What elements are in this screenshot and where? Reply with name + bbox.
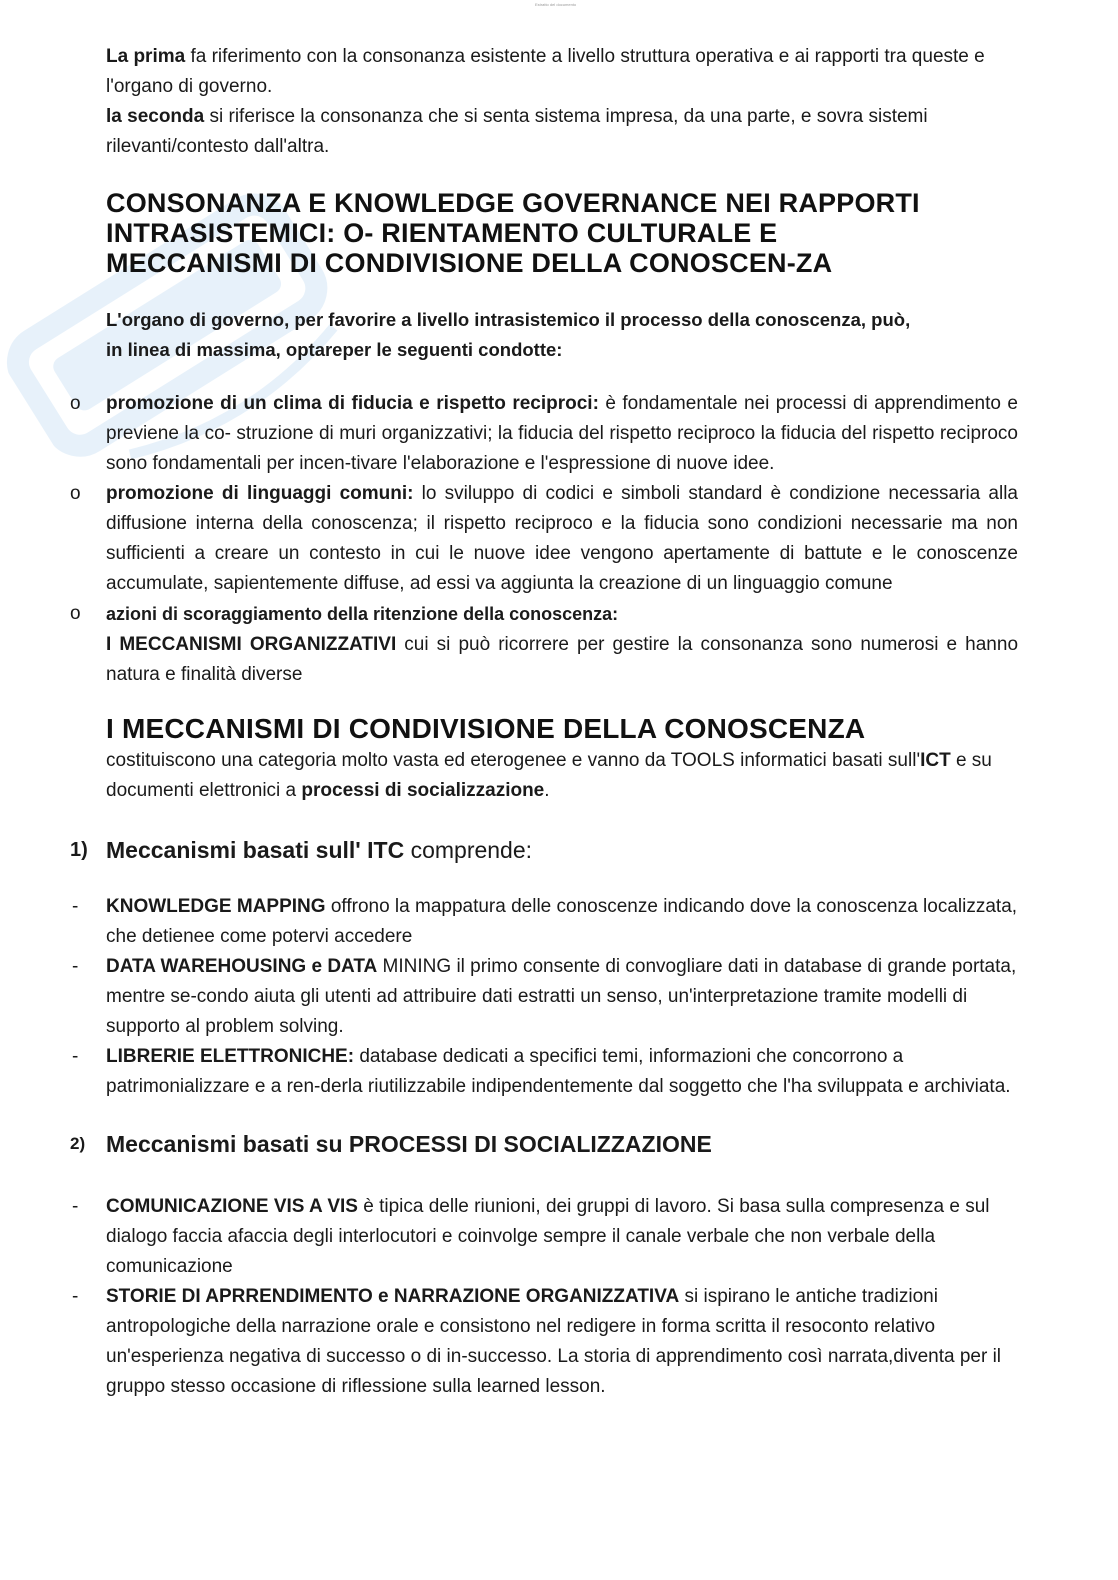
bullet-marker: o (70, 603, 81, 624)
ict-mechanisms-list (72, 892, 1018, 1102)
conduct-item-title: promozione di un clima di fiducia e rispetto reciproci: (106, 393, 599, 414)
conduct-item (70, 389, 1018, 479)
socialization-mechanism-title: COMUNICAZIONE VIS A VIS (106, 1196, 358, 1217)
dash-marker: - (72, 956, 79, 977)
section1-heading (106, 188, 1018, 278)
section2-description (106, 746, 1018, 806)
document-content (70, 42, 1019, 1402)
section1-heading-line2: INTRASISTEMICI: O- RIENTAMENTO CULTURALE E (106, 218, 778, 248)
ict-mechanism-text: MINING il primo consente di convogliare dati in database di grande portata, mentre se-condo aiuta gli utenti ad attribuire dati estratti un senso, un'interpretazione tramite modelli di supporto al problem solving. (106, 956, 1017, 1037)
intro-p1-bold: La prima (106, 46, 186, 67)
section1-lead (106, 305, 1018, 365)
socialization-mechanism-title: STORIE DI APRRENDIMENTO e NARRAZIONE ORGANIZZATIVA (106, 1286, 680, 1307)
intro-p2-text: si riferisce la consonanza che si senta sistema impresa, da una parte, e sovra sistemi rilevanti/contesto dall'altra. (106, 106, 928, 157)
section1-heading-line3: MECCANISMI DI CONDIVISIONE DELLA CONOSCEN-ZA (106, 248, 833, 278)
conduct-item-text: è fondamentale nei processi di apprendimento e previene la co- struzione di muri organizzativi; la fiducia del rispetto reciproco la fiducia del rispetto reciproco sono fondamentali per incen-tivare l'elaborazione e l'espressione di nuove idee. (106, 393, 1018, 474)
bullet-marker: o (70, 483, 81, 504)
ict-mechanism-title: DATA WAREHOUSING e DATA (106, 956, 378, 977)
dash-marker: - (72, 896, 79, 917)
group2-heading (70, 1128, 1018, 1160)
ict-mechanism-title: LIBRERIE ELETTRONICHE: (106, 1046, 355, 1067)
group1-number: 1) (70, 839, 88, 861)
conduct-item (70, 479, 1019, 599)
socialization-mechanism-text: si ispirano le antiche tradizioni antropologiche della narrazione orale e consistono nel redigere in forma scritta il resoconto relativo un'esperienza negativa di successo o di in-successo. La storia di apprendimento così narrata,diventa per il gruppo stesso occasione di riflessione sulla learned lesson. (106, 1286, 1002, 1397)
section1-lead-line1: L'organo di governo, per favorire a livello intrasistemico il processo della conoscenza, può, (106, 309, 911, 330)
section2-text-c: e su documenti elettronici a (106, 750, 992, 801)
bullet-marker: o (70, 393, 81, 414)
intro-p2-bold: la seconda (106, 106, 205, 127)
section2-text-e: . (544, 780, 550, 801)
section2-socialization: processi di socializzazione (301, 780, 545, 801)
section2-text-a: costituiscono una categoria molto vasta ed eterogenee e vanno da TOOLS informatici basati sull' (106, 750, 921, 771)
group2-title: Meccanismi basati su PROCESSI DI SOCIALIZZAZIONE (106, 1131, 712, 1157)
section2-ict: ICT (920, 750, 951, 771)
ict-mechanism-title: KNOWLEDGE MAPPING (106, 896, 326, 917)
header-mark: Estratto del documento (535, 2, 577, 7)
intro-paragraph-1 (106, 42, 1018, 102)
intro-p1-text: fa riferimento con la consonanza esistente a livello struttura operativa e ai rapporti tra queste e l'organo di governo. (106, 46, 985, 97)
dash-marker: - (72, 1196, 79, 1217)
section1-lead-line2: in linea di massima, optareper le seguenti condotte: (106, 339, 563, 360)
group2-number: 2) (70, 1134, 86, 1153)
dash-marker: - (72, 1046, 79, 1067)
organizational-mechanisms-text: cui si può ricorrere per gestire la consonanza sono numerosi e hanno natura e finalità diverse (106, 634, 1019, 685)
group1-title-rest: comprende: (404, 837, 533, 863)
socialization-mechanisms-list (72, 1192, 1018, 1402)
ict-mechanism-item (72, 952, 1018, 1042)
conduct-item-text: lo sviluppo di codici e simboli standard è condizione necessaria alla diffusione interna della conoscenza; il rispetto reciproco e la fiducia sono condizioni necessarie ma non sufficienti a creare un contesto in cui le nuove idee vengono apertamente di battute e le conoscenze accumulate, sapientemente diffuse, ad essi va aggiunta la creazione di un linguaggio comune (106, 483, 1019, 594)
ict-mechanism-text: offrono la mappatura delle conoscenze indicando dove la conoscenza localizzata, che detienee come potervi accedere (106, 896, 1018, 947)
conduct-item (70, 599, 1019, 690)
section1-heading-line1: CONSONANZA E KNOWLEDGE GOVERNANCE NEI RAPPORTI (106, 188, 920, 218)
ict-mechanism-item (72, 1042, 1018, 1102)
socialization-mechanism-text: è tipica delle riunioni, dei gruppi di lavoro. Si basa sulla compresenza e sul dialogo faccia afaccia degli interlocutori e coinvolge sempre il canale verbale che non verbale della comunicazione (106, 1196, 990, 1277)
conduct-item-title: azioni di scoraggiamento della ritenzione della conoscenza: (106, 604, 619, 624)
conduct-item-title: promozione di linguaggi comuni: (106, 483, 414, 504)
socialization-mechanism-item (72, 1282, 1018, 1402)
group1-heading (70, 834, 1018, 866)
dash-marker: - (72, 1286, 79, 1307)
conduct-list (70, 389, 1019, 690)
ict-mechanism-text: database dedicati a specifici temi, informazioni che concorrono a patrimonializzare e a ren-derla riutilizzabile indipendentemente dal soggetto che l'ha sviluppata e archiviata. (106, 1046, 1011, 1097)
group1-title: Meccanismi basati sull' ITC (106, 837, 405, 863)
socialization-mechanism-item (72, 1192, 1018, 1282)
intro-paragraph-2 (106, 102, 1018, 162)
organizational-mechanisms-label: I MECCANISMI ORGANIZZATIVI (106, 634, 397, 655)
section2-heading: I MECCANISMI DI CONDIVISIONE DELLA CONOSCENZA (106, 713, 866, 744)
ict-mechanism-item (72, 892, 1018, 952)
